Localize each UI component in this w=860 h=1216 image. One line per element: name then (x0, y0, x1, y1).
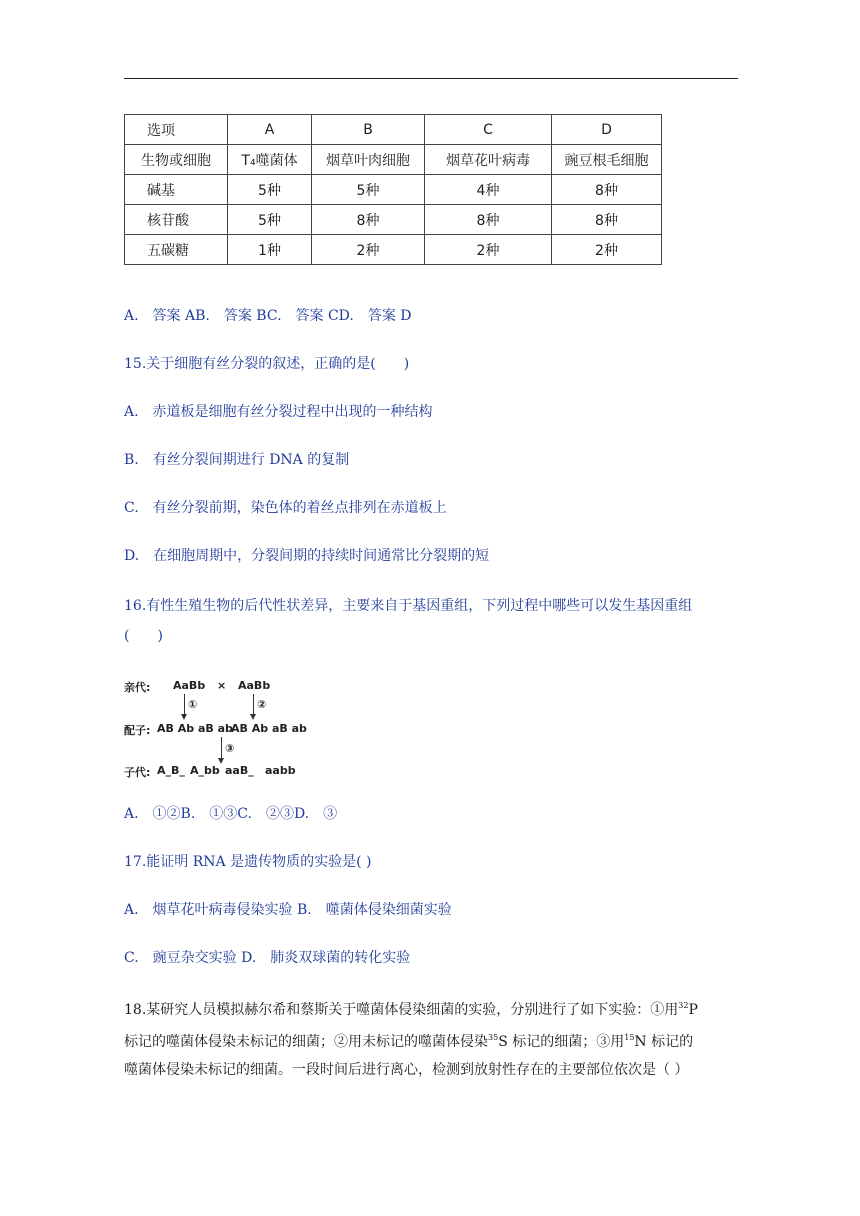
parents-label: 亲代: (124, 681, 151, 694)
q18-text: 标记的噬菌体侵染未标记的细菌；②用未标记的噬菌体侵染 (124, 1034, 488, 1050)
q18-line-1 (124, 996, 698, 1020)
arrow-3 (221, 737, 222, 759)
table-cell: 2种 (312, 235, 425, 265)
table-cell: 五碳糖 (125, 235, 228, 265)
table-cell: 生物或细胞 (125, 145, 228, 175)
q15-option-c: C. 有丝分裂前期，染色体的着丝点排列在赤道板上 (124, 500, 447, 516)
gametes: AB Ab aB ab (231, 722, 307, 735)
arrow-1 (184, 694, 185, 715)
table-cell: 4种 (425, 175, 552, 205)
table-row (125, 175, 662, 205)
isotope-mass-number: 35 (488, 1033, 499, 1042)
cross-symbol: × (217, 679, 227, 692)
table-cell: A (228, 115, 312, 145)
q18-text: S 标记的细菌；③用 (498, 1034, 625, 1050)
arrow-2 (253, 694, 254, 715)
q16-stem-paren: ( ) (124, 628, 163, 644)
table-cell: B (312, 115, 425, 145)
table-cell: 豌豆根毛细胞 (552, 145, 662, 175)
offspring-label: 子代: (124, 766, 151, 779)
arrow-1-head (181, 714, 187, 720)
step-3-marker: ③ (225, 742, 235, 755)
table-row (125, 235, 662, 265)
table-row (125, 145, 662, 175)
q18-text: P (688, 1002, 698, 1018)
gametes: AB Ab aB ab (157, 722, 233, 735)
table-cell: 选项 (125, 115, 228, 145)
isotope-mass-number: 32 (678, 1001, 689, 1010)
table-cell: 碱基 (125, 175, 228, 205)
q14-options: A. 答案 AB. 答案 BC. 答案 CD. 答案 D (124, 308, 412, 324)
table-cell: 8种 (425, 205, 552, 235)
table-cell: 2种 (425, 235, 552, 265)
q15-stem: 15.关于细胞有丝分裂的叙述，正确的是( ) (124, 356, 410, 372)
table-row (125, 115, 662, 145)
table-cell: 8种 (312, 205, 425, 235)
offspring-genotype: aaB_ (225, 764, 254, 777)
step-1-marker: ① (188, 698, 198, 711)
q15-option-b: B. 有丝分裂间期进行 DNA 的复制 (124, 452, 350, 468)
table-cell: C (425, 115, 552, 145)
q18-line-2 (124, 1028, 693, 1052)
q17-options-cd: C. 豌豆杂交实验 D. 肺炎双球菌的转化实验 (124, 950, 411, 966)
isotope-mass-number: 15 (624, 1033, 635, 1042)
offspring-genotype: A_B_ (157, 764, 185, 777)
table-row (125, 205, 662, 235)
parent-genotype: AaBb (238, 679, 271, 692)
header-rule (124, 78, 738, 79)
table-cell: 5种 (312, 175, 425, 205)
q18-line-3: 噬菌体侵染未标记的细菌。一段时间后进行离心，检测到放射性存在的主要部位依次是（ ） (124, 1062, 689, 1078)
table-cell: 5种 (228, 175, 312, 205)
offspring-genotype: aabb (265, 764, 296, 777)
table-cell: 8种 (552, 175, 662, 205)
table-cell: 8种 (552, 205, 662, 235)
q18-text: 18.某研究人员模拟赫尔希和蔡斯关于噬菌体侵染细菌的实验，分别进行了如下实验：①用 (124, 1002, 679, 1018)
table-cell: 1种 (228, 235, 312, 265)
table-cell: D (552, 115, 662, 145)
offspring-genotype: A_bb (190, 764, 220, 777)
q15-option-a: A. 赤道板是细胞有丝分裂过程中出现的一种结构 (124, 404, 433, 420)
parent-genotype: AaBb (173, 679, 206, 692)
q16-stem: 16.有性生殖生物的后代性状差异，主要来自于基因重组，下列过程中哪些可以发生基因重组 (124, 598, 693, 614)
arrow-2-head (250, 714, 256, 720)
table-cell: 烟草花叶病毒 (425, 145, 552, 175)
table-cell: 核苷酸 (125, 205, 228, 235)
q16-options: A. ①②B. ①③C. ②③D. ③ (124, 806, 338, 822)
table-cell: 烟草叶肉细胞 (312, 145, 425, 175)
q17-options-ab: A. 烟草花叶病毒侵染实验 B. 噬菌体侵染细菌实验 (124, 902, 452, 918)
table-cell: T₄噬菌体 (228, 145, 312, 175)
step-2-marker: ② (257, 698, 267, 711)
comparison-table (124, 114, 662, 265)
table-cell: 5种 (228, 205, 312, 235)
genetic-cross-diagram (124, 676, 324, 782)
q15-option-d: D. 在细胞周期中，分裂间期的持续时间通常比分裂期的短 (124, 548, 490, 564)
q18-text: N 标记的 (634, 1034, 694, 1050)
gametes-label: 配子: (124, 724, 151, 737)
table-cell: 2种 (552, 235, 662, 265)
q17-stem: 17.能证明 RNA 是遗传物质的实验是( ) (124, 854, 372, 870)
